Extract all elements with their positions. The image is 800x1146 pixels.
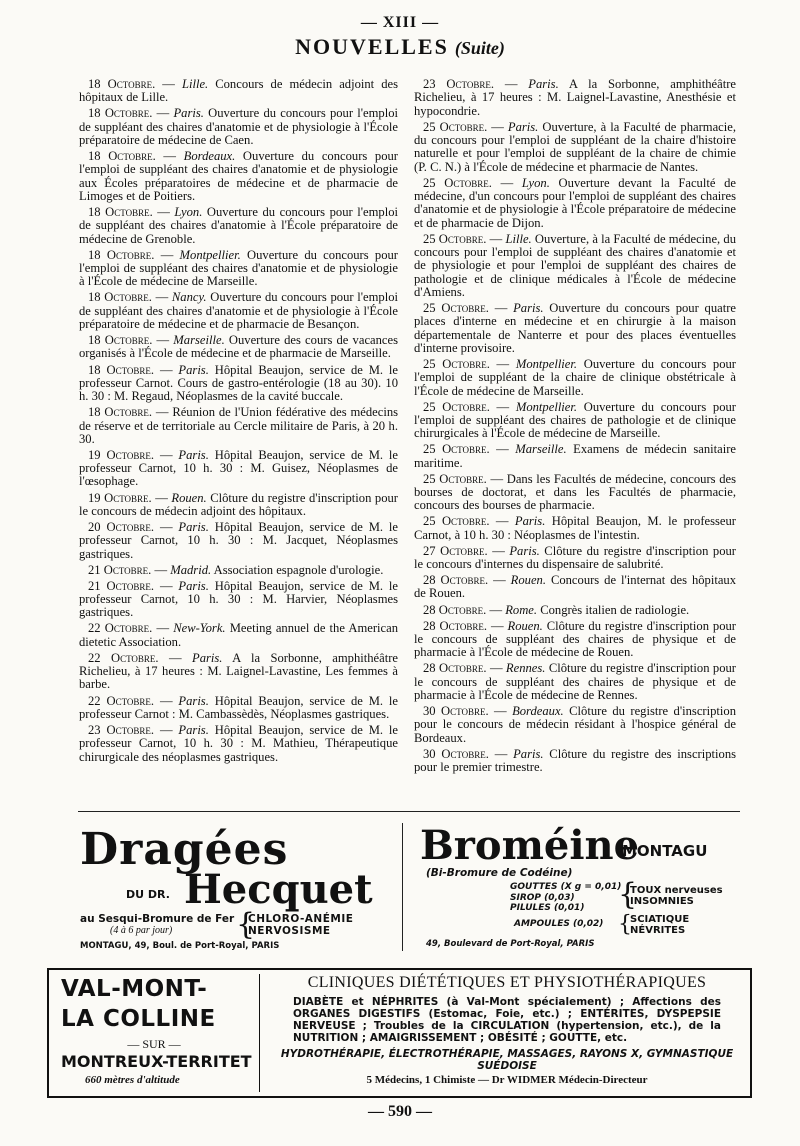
entry-text: Hôpital Beaujon, service de M. le professeur Carnot. Cours de gastro-entérologie (18 au 30). 10 h. 30 : M. Regaud, Néoplasmes de la cavité buccale. <box>79 362 399 404</box>
entry-text: Clôture du registre d'inscription pour le concours de suppléant des chaires de physique et de pharmacie à l'École de médecine de Rouen. <box>414 618 736 660</box>
entry-text: Hôpital Beaujon, service de M. le professeur Carnot : M. Cambassèdès, Néoplasmes gastriques. <box>79 693 399 721</box>
entry-text: Ouverture du concours pour l'emploi de suppléant des chaires d'anatomie et de physiologie à l'École de médecine de Marseille. <box>79 247 398 289</box>
brace-icon: { <box>618 912 632 937</box>
entry-city: Lyon. <box>521 175 550 190</box>
entry-city: Paris. <box>178 722 209 737</box>
ad-valmont-heading: CLINIQUES DIÉTÉTIQUES ET PHYSIOTHÉRAPIQUES <box>307 974 707 991</box>
entry-text: A la Sorbonne, amphithéâtre Richelieu, à 17 heures : M. Laignel-Lavastine, Anesthésie et hypocondrie. <box>414 77 737 118</box>
page-number-roman: — XIII — <box>360 14 440 31</box>
ad-bromeine-montagu <box>418 822 738 952</box>
entry-date: 18 Octobre. <box>88 290 152 305</box>
news-entry: 25 Octobre. — Paris. Ouverture, à la Faculté de pharmacie, du concours pour l'emploi de suppléant de la chaire d'histoire naturelle et pour l'emploi de suppléant de la chaire de chimie (P. C. N.) à l'École de médecine et pharmacie de Nantes. <box>414 119 736 174</box>
entry-city: Montpellier. <box>515 356 578 371</box>
entry-text: Hôpital Beaujon, service de M. le professeur Carnot, 10 h. 30 : M. Mathieu, Thérapeutique chirurgicale des néoplasmes gastriques. <box>79 722 399 764</box>
ad-bromeine-ampoules: AMPOULES (0,02) <box>514 919 604 929</box>
entry-date: 18 Octobre. <box>88 149 156 164</box>
entry-date: 25 Octobre. <box>423 399 490 414</box>
entry-text: Concours de médecin adjoint des hôpitaux de Lille. <box>79 77 399 105</box>
entry-date: 21 Octobre. <box>88 562 152 577</box>
entry-date: 23 Octobre. <box>88 722 155 737</box>
ad-valmont-therapies: HYDROTHÉRAPIE, ÉLECTROTHÉRAPIE, MASSAGES, RAYONS X, GYMNASTIQUE SUÉDOISE <box>280 1048 734 1072</box>
entry-city: Paris. <box>178 519 209 534</box>
entry-city: Montpellier. <box>515 399 578 414</box>
news-entry: 22 Octobre. — Paris. Hôpital Beaujon, service de M. le professeur Carnot : M. Cambassèdès, Néoplasmes gastriques. <box>79 693 399 721</box>
title-text: NOUVELLES <box>295 34 449 59</box>
news-entry: 18 Octobre. — Paris. Ouverture du concours pour l'emploi de suppléant des chaires d'anatomie et de physiologie à l'École préparatoire de médecine de Caen. <box>79 106 399 147</box>
entry-text: Hôpital Beaujon, M. le professeur Carnot, à 10 h. 30 : Néoplasmes de l'intestin. <box>414 514 737 542</box>
entry-date: 18 Octobre. <box>88 77 156 91</box>
entry-city: Paris. <box>513 746 544 761</box>
brace-icon: { <box>618 877 638 912</box>
entry-date: 25 Octobre. <box>423 356 490 371</box>
ad-valmont-altitude: 660 mètres d'altitude <box>85 1074 180 1086</box>
ad-bromeine-form-1: GOUTTES (X g = 0,01) <box>510 882 622 892</box>
news-entry: 23 Octobre. — Paris. Hôpital Beaujon, service de M. le professeur Carnot, 10 h. 30 : M. Mathieu, Thérapeutique chirurgicale des néoplasmes gastriques. <box>79 722 399 764</box>
news-entry: 30 Octobre. — Bordeaux. Clôture du registre d'inscription pour le concours de médecin résidant à l'hospice général de Bordeaux. <box>414 704 736 745</box>
ad-dragees-composition: au Sesqui-Bromure de Fer <box>80 913 235 925</box>
entry-date: 25 Octobre. <box>423 231 487 246</box>
ad-bromeine-indications-1 <box>630 885 723 907</box>
entry-text: Clôture du registre d'inscription pour le concours de suppléant des chaires de physique et de pharmacie à l'École de médecine de Rennes. <box>414 661 736 702</box>
entry-city: Paris. <box>178 362 209 377</box>
news-entry: 30 Octobre. — Paris. Clôture du registre des inscriptions pour le premier trimestre. <box>414 746 737 774</box>
entry-city: Rouen. <box>171 490 207 505</box>
entry-text: Clôture du registre d'inscription pour le concours de médecin adjoint des hôpitaux. <box>79 490 398 518</box>
entry-text: A la Sorbonne, amphithéâtre Richelieu, à 17 heures : M. Laignel-Lavastine, Les femmes à barbe. <box>79 650 399 692</box>
entry-text: Ouverture des cours de vacances organisés à l'École de médecine et de pharmacie de Marseille. <box>79 333 399 361</box>
entry-date: 25 Octobre. <box>423 514 490 529</box>
news-entry: 18 Octobre. — Réunion de l'Union fédérative des médecins de réserve et de territoriale au Cercle militaire de Paris, à 20 h. 30. <box>79 405 399 446</box>
entry-city: Marseille. <box>173 333 225 348</box>
entry-date: 27 Octobre. <box>423 543 488 558</box>
entry-text: Réunion de l'Union fédérative des médecins de réserve et de territoriale au Cercle militaire de Paris, à 20 h. 30. <box>79 405 399 446</box>
entry-text: Dans les Facultés de médecine, concours des bourses de doctorat, et dans les Facultés de pharmacie, concours des bourses de pharmacie. <box>414 471 737 513</box>
news-entry: 19 Octobre. — Paris. Hôpital Beaujon, service de M. le professeur Carnot, 10 h. 30 : M. Guisez, Néoplasmes de l'œsophage. <box>79 447 399 489</box>
page-number: — 590 — <box>368 1103 432 1120</box>
entry-text: Ouverture du concours pour l'emploi de suppléant des chaires d'anatomie et de physiologie aux Écoles préparatoires de médecine et de pharmacie de Limoges et de Poitiers. <box>79 149 398 203</box>
entry-date: 28 Octobre. <box>423 573 489 588</box>
ad-divider <box>402 823 403 951</box>
entry-city: Lille. <box>505 231 532 246</box>
entry-city: Paris. <box>507 119 539 134</box>
ad-valmont-sur: — SUR — <box>127 1037 181 1051</box>
news-entry: 25 Octobre. — Montpellier. Ouverture du concours pour l'emploi de suppléant de la chaire de clinique obstétricale à l'École de médecine de Marseille. <box>414 356 736 398</box>
entry-date: 25 Octobre. <box>423 442 490 457</box>
entry-text: Hôpital Beaujon, service de M. le professeur Carnot, 10 h. 30 : M. Guisez, Néoplasmes de l'œsophage. <box>79 447 399 489</box>
news-entry: 18 Octobre. — Lille. Concours de médecin adjoint des hôpitaux de Lille. <box>79 77 399 105</box>
entry-date: 25 Octobre. <box>423 300 489 315</box>
entry-text: Ouverture devant la Faculté de médecine, d'un concours pour l'emploi de suppléant des chaires d'anatomie et de physiologie à l'École préparatoire de médecine et de pharmacie de Dijon. <box>414 175 737 230</box>
news-entry: 21 Octobre. — Paris. Hôpital Beaujon, service de M. le professeur Carnot, 10 h. 30 : M. Harvier, Néoplasmes gastriques. <box>79 578 399 620</box>
title-suffix: (Suite) <box>454 38 505 58</box>
entry-city: Nancy. <box>171 290 207 305</box>
ad-bromeine-ind-insomnies: INSOMNIES <box>630 896 694 907</box>
news-entry: 28 Octobre. — Rennes. Clôture du registre d'inscription pour le concours de suppléant des chaires de physique et de pharmacie à l'École de médecine de Rennes. <box>414 661 736 702</box>
entry-text: Clôture du registre d'inscription pour le concours d'internes du dispensaire de salubrité. <box>414 543 736 572</box>
entry-date: 18 Octobre. <box>88 405 153 420</box>
entry-text: Ouverture du concours pour quatre places d'interne en médecine et en chirurgie à la maison départementale de Nanterre et pour des places éventuelles d'interne provisoire. <box>414 300 737 355</box>
ad-valmont-name-1: VAL-MONT- <box>61 976 208 1002</box>
ad-dragees-du-dr: DU DR. <box>126 888 170 901</box>
ad-dragees-indication-2: NERVOSISME <box>248 925 331 937</box>
entry-city: Bordeaux. <box>512 704 564 719</box>
news-entry: 28 Octobre. — Rouen. Concours de l'internat des hôpitaux de Rouen. <box>414 573 737 601</box>
news-entry: 23 Octobre. — Paris. A la Sorbonne, amphithéâtre Richelieu, à 17 heures : M. Laignel-Lavastine, Anesthésie et hypocondrie. <box>414 77 737 118</box>
entry-text: Ouverture, à la Faculté de médecine, du concours pour l'emploi de suppléant des chaires d'anatomie et de physiologie et pour l'emploi de suppléant des chaires de pathologie et de clinique médicales à l'École de médecine d'Amiens. <box>414 231 737 299</box>
ad-bromeine-ind-toux: TOUX nerveuses <box>630 885 723 896</box>
news-column-left <box>79 78 398 767</box>
entry-date: 28 Octobre. <box>423 661 487 676</box>
brace-icon: { <box>236 907 256 942</box>
news-entry: 27 Octobre. — Paris. Clôture du registre d'inscription pour le concours d'internes du dispensaire de salubrité. <box>414 543 736 572</box>
entry-city: Montpellier. <box>179 247 241 262</box>
entry-text: Association espagnole d'urologie. <box>211 562 384 577</box>
ad-valmont-right <box>269 974 745 1086</box>
ad-valmont-place: MONTREUX-TERRITET <box>61 1052 252 1071</box>
ad-valmont-left <box>49 970 259 1096</box>
entry-text: Concours de l'internat des hôpitaux de Rouen. <box>414 573 737 601</box>
entry-date: 28 Octobre. <box>423 618 488 633</box>
news-entry: 18 Octobre. — Lyon. Ouverture du concours pour l'emploi de suppléant des chaires d'anatomie à l'École préparatoire de médecine de Grenoble. <box>79 205 398 246</box>
entry-date: 20 Octobre. <box>88 519 155 534</box>
ad-dragees-dosage: (4 à 6 par jour) <box>110 925 173 936</box>
news-entry: 21 Octobre. — Madrid. Association espagnole d'urologie. <box>88 562 384 577</box>
entry-city: Rouen. <box>510 573 546 588</box>
entry-date: 22 Octobre. <box>88 621 153 636</box>
ad-valmont-staff: 5 Médecins, 1 Chimiste — Dr WIDMER Médecin-Directeur <box>366 1074 648 1086</box>
entry-city: Lille. <box>181 77 209 91</box>
entry-text: Ouverture du concours pour l'emploi de suppléant des chaires d'anatomie et de physiologie à l'École préparatoire de médecine et de pharmacie de Besançon. <box>79 290 399 332</box>
ad-dragees-indication-1: CHLORO-ANÉMIE <box>248 913 354 925</box>
entry-date: 30 Octobre. <box>423 704 489 719</box>
entry-city: Paris. <box>178 578 209 593</box>
entry-date: 25 Octobre. <box>423 119 488 134</box>
entry-date: 18 Octobre. <box>88 205 153 220</box>
entry-date: 25 Octobre. <box>423 471 487 486</box>
ad-bromeine-ind-sciatique: SCIATIQUE <box>630 914 690 925</box>
entry-city: Lyon. <box>174 205 203 220</box>
news-entry: 18 Octobre. — Nancy. Ouverture du concours pour l'emploi de suppléant des chaires d'anatomie et de physiologie à l'École préparatoire de médecine et de pharmacie de Besançon. <box>79 290 399 332</box>
entry-city: Paris. <box>178 693 209 708</box>
entry-text: Examens de médecin sanitaire maritime. <box>414 442 736 470</box>
news-entry: 25 Octobre. — Lille. Ouverture, à la Faculté de médecine, du concours pour l'emploi de suppléant des chaires d'anatomie et de physiologie et pour l'emploi de suppléant des chaires de pathologie et de clinique médicales à l'École de médecine d'Amiens. <box>414 231 737 299</box>
ad-bromeine-form-3: PILULES (0,01) <box>510 903 585 913</box>
entry-city: Paris. <box>513 300 544 315</box>
entry-text: Congrès italien de radiologie. <box>537 602 690 617</box>
ad-bromeine-title: Broméine <box>420 822 640 869</box>
ad-bromeine-brand: MONTAGU <box>622 842 708 860</box>
entry-text: Clôture du registre des inscriptions pour le premier trimestre. <box>414 746 737 774</box>
entry-date: 23 Octobre. <box>423 77 495 91</box>
ad-valmont <box>47 968 752 1098</box>
news-column-right <box>414 78 736 777</box>
news-entry: 28 Octobre. — Rouen. Clôture du registre d'inscription pour le concours de suppléant des chaires de physique et de pharmacie à l'École de médecine de Rouen. <box>414 618 736 660</box>
entry-text: Hôpital Beaujon, service de M. le professeur Carnot, 10 h. 30 : M. Harvier, Néoplasmes gastriques. <box>79 578 399 620</box>
entry-date: 19 Octobre. <box>88 447 155 462</box>
entry-text: Ouverture, à la Faculté de pharmacie, du concours pour l'emploi de suppléant de la chaire d'histoire naturelle et pour l'emploi de suppléant de la chaire de chimie (P. C. N.) à l'École de médecine et pharmacie de Nantes. <box>414 119 736 174</box>
ad-bromeine-subtitle: (Bi-Bromure de Codéine) <box>426 867 573 879</box>
entry-date: 18 Octobre. <box>88 106 153 121</box>
ad-bromeine-indications-2 <box>630 914 689 936</box>
ad-dragees-hecquet <box>80 822 380 952</box>
entry-city: Rouen. <box>507 618 543 633</box>
entry-date: 19 Octobre. <box>88 490 152 505</box>
entry-city: Paris. <box>514 514 546 529</box>
entry-text: Ouverture du concours pour l'emploi de suppléant des chaires d'anatomie et de physiologie à l'École préparatoire de médecine de Caen. <box>79 106 399 147</box>
news-entry: 22 Octobre. — New-York. Meeting annuel de the American dietetic Association. <box>79 621 399 649</box>
entry-city: New-York. <box>173 621 226 636</box>
ad-dragees-title: Dragées <box>80 824 289 875</box>
entry-text: Meeting annuel de the American dietetic Association. <box>79 621 399 649</box>
entry-city: Madrid. <box>170 562 212 577</box>
entry-city: Rome. <box>505 602 538 617</box>
ad-valmont-name-2: LA COLLINE <box>61 1006 216 1032</box>
entry-text: Clôture du registre d'inscription pour le concours de médecin résidant à l'hospice général de Bordeaux. <box>414 704 736 745</box>
news-entry: 25 Octobre. — Lyon. Ouverture devant la Faculté de médecine, d'un concours pour l'emploi de suppléant des chaires d'anatomie et de physiologie à l'École préparatoire de médecine et de pharmacie de Dijon. <box>414 175 737 230</box>
entry-city: Marseille. <box>515 442 567 457</box>
news-entry: 18 Octobre. — Bordeaux. Ouverture du concours pour l'emploi de suppléant des chaires d'anatomie et de physiologie aux Écoles préparatoires de médecine et de pharmacie de Limoges et de Poitiers. <box>79 149 398 203</box>
news-entry: 28 Octobre. — Rome. Congrès italien de radiologie. <box>423 602 690 617</box>
news-entry: 18 Octobre. — Marseille. Ouverture des cours de vacances organisés à l'École de médecine et de pharmacie de Marseille. <box>79 333 399 361</box>
entry-city: Paris. <box>528 77 559 91</box>
entry-city: Bordeaux. <box>183 149 236 164</box>
entry-date: 21 Octobre. <box>88 578 155 593</box>
news-entry: 25 Octobre. — Paris. Hôpital Beaujon, M. le professeur Carnot, à 10 h. 30 : Néoplasmes de l'intestin. <box>414 514 737 542</box>
ad-dragees-name: Hecquet <box>184 866 373 913</box>
entry-city: Paris. <box>509 543 540 558</box>
news-entry: 25 Octobre. — Marseille. Examens de médecin sanitaire maritime. <box>414 442 736 470</box>
section-divider <box>78 811 740 812</box>
entry-date: 30 Octobre. <box>423 746 489 761</box>
news-entry: 25 Octobre. — Montpellier. Ouverture du concours pour l'emploi de suppléant des chaires de pathologie et de clinique chirurgicales à l'École de médecine de Marseille. <box>414 399 736 441</box>
entry-date: 18 Octobre. <box>88 247 155 262</box>
entry-text: Hôpital Beaujon, service de M. le professeur Carnot, 10 h. 30 : M. Jacquet, Néoplasmes gastriques. <box>79 519 399 561</box>
news-entry: 18 Octobre. — Montpellier. Ouverture du concours pour l'emploi de suppléant des chaires d'anatomie et de physiologie à l'École de médecine de Marseille. <box>79 247 398 289</box>
ad-bromeine-ind-nevrites: NÉVRITES <box>630 925 686 936</box>
entry-text: Ouverture du concours pour l'emploi de suppléant des chaires de pathologie et de clinique chirurgicales à l'École de médecine de Marseille. <box>414 399 736 441</box>
news-entry: 25 Octobre. — Dans les Facultés de médecine, concours des bourses de doctorat, et dans les Facultés de pharmacie, concours des bourses de pharmacie. <box>414 471 737 513</box>
ad-bromeine-address: 49, Boulevard de Port-Royal, PARIS <box>426 939 595 949</box>
ad-bromeine-form-2: SIROP (0,03) <box>510 892 575 903</box>
ad-bromeine-forms <box>510 882 621 914</box>
entry-date: 22 Octobre. <box>88 650 159 665</box>
news-entry: 20 Octobre. — Paris. Hôpital Beaujon, service de M. le professeur Carnot, 10 h. 30 : M. Jacquet, Néoplasmes gastriques. <box>79 519 399 561</box>
entry-date: 22 Octobre. <box>88 693 155 708</box>
entry-city: Paris. <box>192 650 223 665</box>
news-entry: 22 Octobre. — Paris. A la Sorbonne, amphithéâtre Richelieu, à 17 heures : M. Laignel-Lavastine, Les femmes à barbe. <box>79 650 399 692</box>
news-entry: 19 Octobre. — Rouen. Clôture du registre d'inscription pour le concours de médecin adjoint des hôpitaux. <box>79 490 398 518</box>
ad-valmont-sur-text: SUR <box>142 1037 166 1051</box>
entry-text: Ouverture du concours pour l'emploi de suppléant des chaires d'anatomie à l'École préparatoire de médecine de Grenoble. <box>79 205 398 246</box>
news-entry: 25 Octobre. — Paris. Ouverture du concours pour quatre places d'interne en médecine et en chirurgie à la maison départementale de Nanterre et pour des places éventuelles d'interne provisoire. <box>414 300 737 355</box>
ad-dragees-address: MONTAGU, 49, Boul. de Port-Royal, PARIS <box>80 941 280 951</box>
news-entry: 18 Octobre. — Paris. Hôpital Beaujon, service de M. le professeur Carnot. Cours de gastro-entérologie (18 au 30). 10 h. 30 : M. Regaud, Néoplasmes de la cavité buccale. <box>79 362 399 404</box>
entry-text: Ouverture du concours pour l'emploi de suppléant de la chaire de clinique obstétricale à l'École de médecine de Marseille. <box>414 356 736 398</box>
entry-date: 25 Octobre. <box>423 175 492 190</box>
entry-date: 28 Octobre. <box>423 602 487 617</box>
entry-date: 18 Octobre. <box>88 333 153 348</box>
section-title <box>0 34 800 60</box>
entry-city: Paris. <box>178 447 209 462</box>
entry-city: Paris. <box>173 106 204 121</box>
ad-valmont-body: DIABÈTE et NÉPHRITES (à Val-Mont spécialement) ; Affections des ORGANES DIGESTIFS (Estomac, Foie, etc.) ; ENTÉRITES, DYSPEPSIE NERVEUSE ; Troubles de la CIRCULATION (hypertension, etc.), de la NUTRITION ; AMAIGRISSEMENT ; OBÉSITÉ ; GOUTTE, etc. <box>293 996 721 1044</box>
entry-date: 18 Octobre. <box>88 362 155 377</box>
ad-valmont-divider <box>259 974 260 1092</box>
entry-city: Rennes. <box>505 661 546 676</box>
